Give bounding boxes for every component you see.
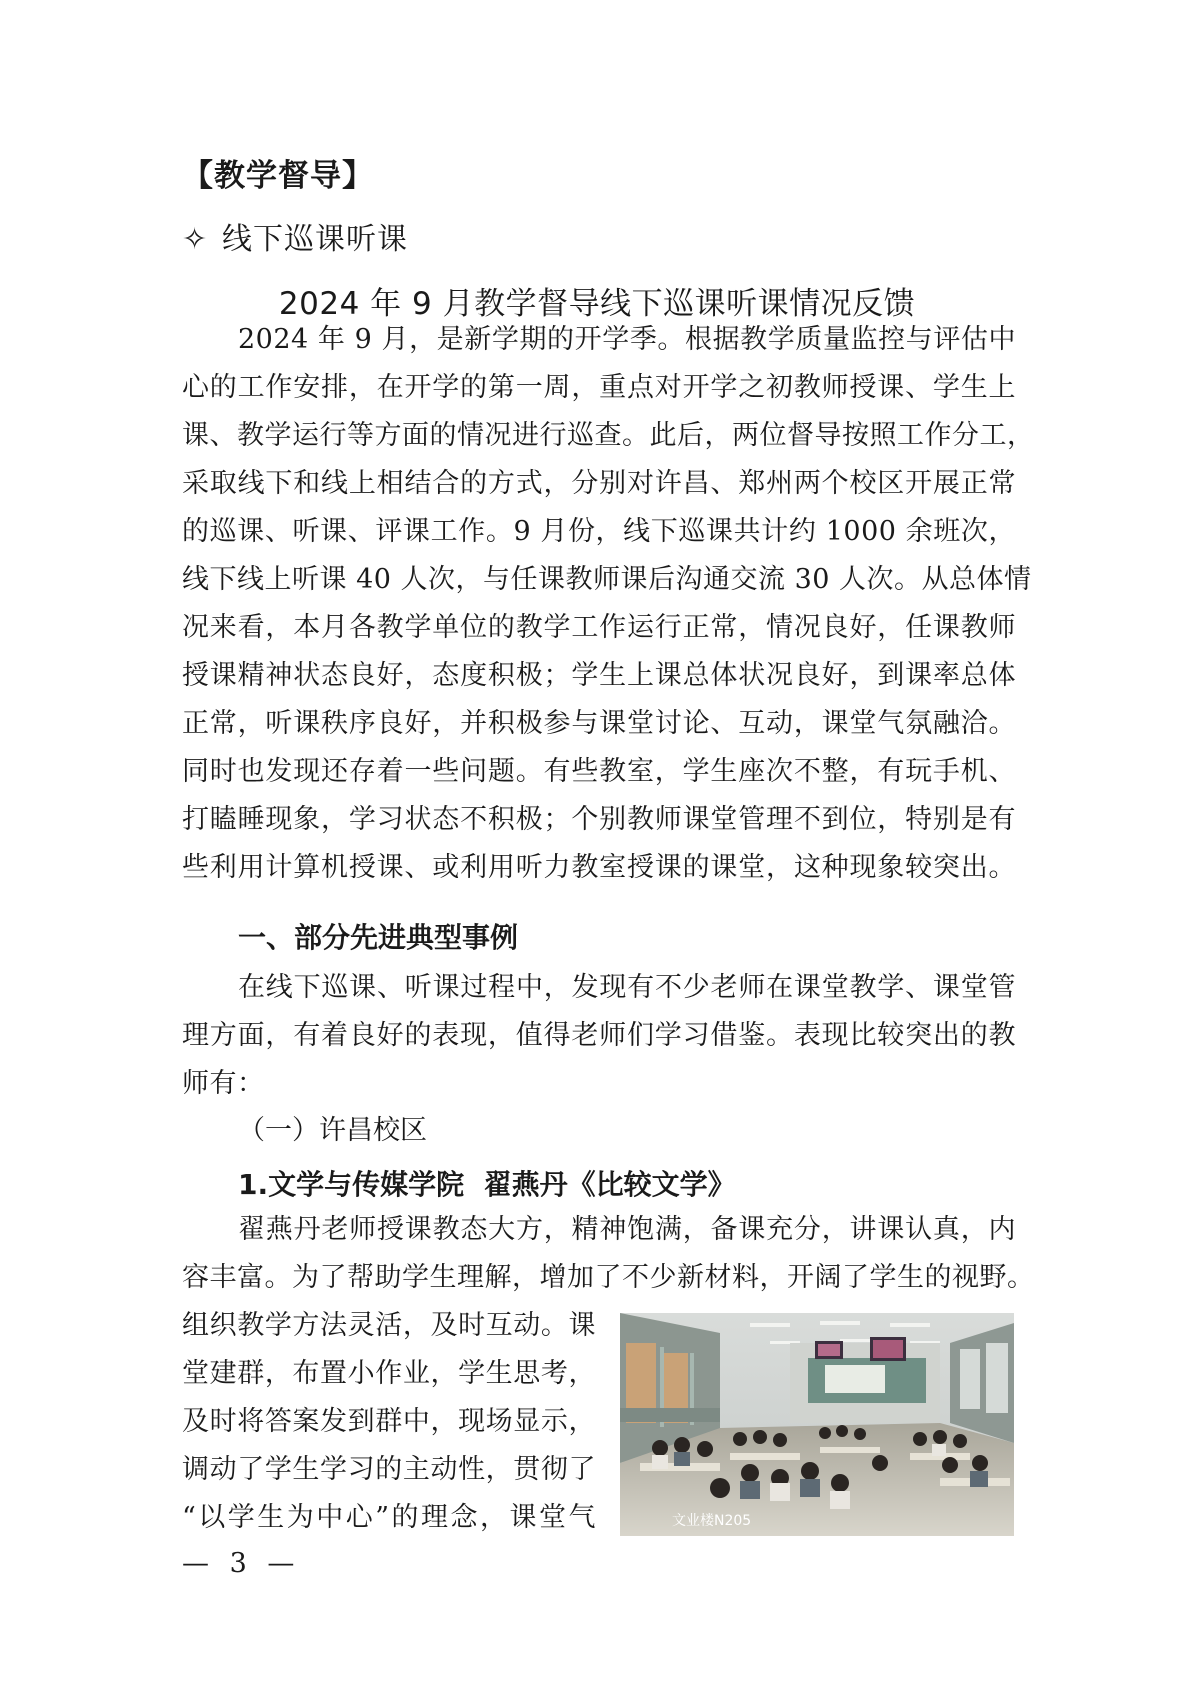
section1-heading: 一、部分先进典型事例 xyxy=(238,921,519,954)
document-title: 2024 年 9 月教学督导线下巡课听课情况反馈 xyxy=(278,286,916,322)
text-line: 打瞌睡现象，学习状态不积极；个别教师课堂管理不到位，特别是有 xyxy=(182,804,1016,835)
text-line: 的巡课、听课、评课工作。9 月份，线下巡课共计约 1000 余班次， xyxy=(182,516,1016,547)
text-line: 授课精神状态良好，态度积极；学生上课总体状况良好，到课率总体 xyxy=(182,660,1016,691)
text-line: 况来看，本月各教学单位的教学工作运行正常，情况良好，任课教师 xyxy=(182,612,1016,643)
text-line: “以学生为中心”的理念，课堂气 xyxy=(182,1502,596,1533)
case1-wrapped-text xyxy=(182,1302,596,1542)
text-line: 组织教学方法灵活，及时互动。课 xyxy=(182,1310,596,1341)
text-line: 采取线下和线上相结合的方式，分别对许昌、郑州两个校区开展正常 xyxy=(182,468,1016,499)
section1-paragraph xyxy=(182,964,1016,1108)
diamond-star-icon: ✧ xyxy=(182,222,209,257)
text-line: 在线下巡课、听课过程中，发现有不少老师在课堂教学、课堂管 xyxy=(238,972,1016,1003)
text-line: 心的工作安排，在开学的第一周，重点对开学之初教师授课、学生上 xyxy=(182,372,1016,403)
text-line: 些利用计算机授课、或利用听力教室授课的课堂，这种现象较突出。 xyxy=(182,852,1016,883)
case1-heading: 1.文学与传媒学院 翟燕丹《比较文学》 xyxy=(238,1168,736,1201)
text-line: 翟燕丹老师授课教态大方，精神饱满，备课充分，讲课认真，内 xyxy=(238,1214,1016,1245)
page-number: — 3 — xyxy=(182,1548,301,1579)
photo-caption: 文业楼N205 xyxy=(672,1513,752,1529)
text-line: 线下线上听课 40 人次，与任课教师课后沟通交流 30 人次。从总体情 xyxy=(182,564,1032,595)
subheading-text: 线下巡课听课 xyxy=(222,222,408,257)
text-line: 理方面，有着良好的表现，值得老师们学习借鉴。表现比较突出的教 xyxy=(182,1020,1016,1051)
campus-heading: （一）许昌校区 xyxy=(238,1115,427,1146)
classroom-illustration xyxy=(620,1313,1014,1536)
section-heading: 【教学督导】 xyxy=(182,158,374,194)
subheading xyxy=(182,214,408,258)
text-line: 课、教学运行等方面的情况进行巡查。此后，两位督导按照工作分工， xyxy=(182,420,1035,451)
case1-paragraph xyxy=(182,1206,1035,1302)
text-line: 堂建群，布置小作业，学生思考， xyxy=(182,1358,596,1389)
text-line: 正常，听课秩序良好，并积极参与课堂讨论、互动，课堂气氛融洽。 xyxy=(182,708,1016,739)
text-line: 容丰富。为了帮助学生理解，增加了不少新材料，开阔了学生的视野。 xyxy=(182,1262,1035,1293)
classroom-photo xyxy=(620,1313,1014,1536)
intro-paragraph xyxy=(182,316,1035,892)
text-line: 同时也发现还存着一些问题。有些教室，学生座次不整，有玩手机、 xyxy=(182,756,1016,787)
text-line: 及时将答案发到群中，现场显示， xyxy=(182,1406,596,1437)
text-line: 师有： xyxy=(182,1068,265,1099)
text-line: 2024 年 9 月，是新学期的开学季。根据教学质量监控与评估中 xyxy=(238,324,1016,355)
text-line: 调动了学生学习的主动性，贯彻了 xyxy=(182,1454,596,1485)
